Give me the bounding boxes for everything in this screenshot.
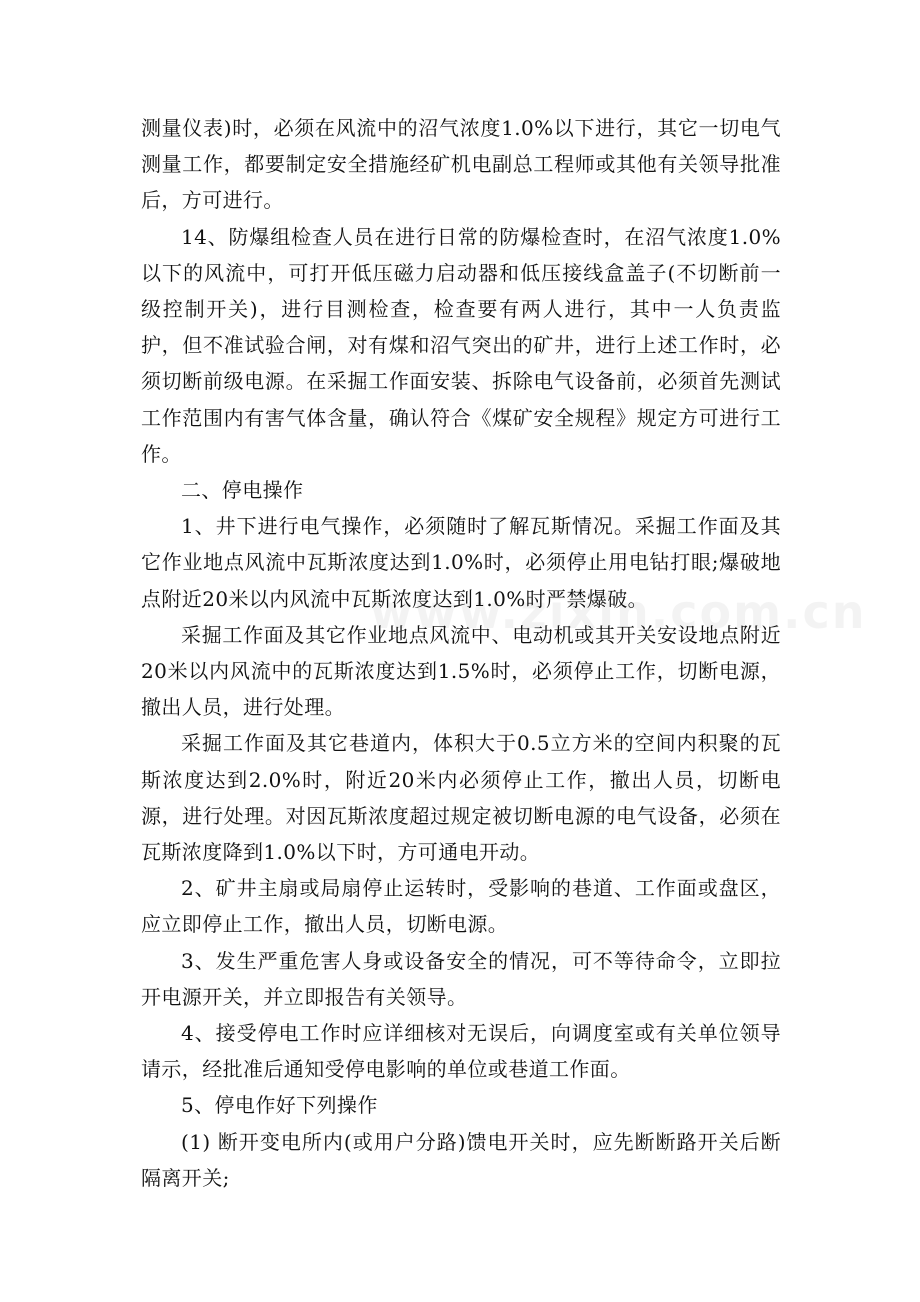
paragraph-8: 3、发生严重危害人身或设备安全的情况，可不等待命令，立即拉开电源开关，并立即报告有关领导。 bbox=[141, 948, 781, 1009]
paragraph-5: 采掘工作面及其它作业地点风流中、电动机或其开关安设地点附近20米以内风流中的瓦斯浓度达到1.5%时，必须停止工作，切断电源，撤出人员，进行处理。 bbox=[141, 622, 781, 720]
paragraph-4: 1、井下进行电气操作，必须随时了解瓦斯情况。采掘工作面及其它作业地点风流中瓦斯浓度达到1.0%时，必须停止用电钻打眼;爆破地点附近20米以内风流中瓦斯浓度达到1.0%时严禁爆破。 bbox=[141, 514, 781, 611]
paragraph-1: 测量仪表)时，必须在风流中的沼气浓度1.0%以下进行，其它一切电气测量工作，都要制定安全措施经矿机电副总工程师或其他有关领导批准后，方可进行。 bbox=[141, 116, 781, 213]
paragraph-7: 2、矿井主扇或局扇停止运转时，受影响的巷道、工作面或盘区，应立即停止工作，撤出人员，切断电源。 bbox=[141, 876, 781, 937]
section-heading: 二、停电操作 bbox=[181, 478, 304, 503]
paragraph-2: 14、防爆组检查人员在进行日常的防爆检查时，在沼气浓度1.0%以下的风流中，可打开低压磁力启动器和低压接线盒盖子(不切断前一级控制开关)，进行目测检查，检查要有两人进行，其中一人负责监护，但不准试验合闸，对有煤和沼气突出的矿井，进行上述工作时，必须切断前级电源。在采掘工作面安装、拆除电气设备前，必须首先测试工作范围内有害气体含量，确认符合《煤矿安全规程》规定方可进行工作。 bbox=[141, 224, 781, 466]
paragraph-9: 4、接受停电工作时应详细核对无误后，向调度室或有关单位领导请示，经批准后通知受停电影响的单位或巷道工作面。 bbox=[141, 1021, 781, 1082]
paragraph-6: 采掘工作面及其它巷道内，体积大于0.5立方米的空间内积聚的瓦斯浓度达到2.0%时，附近20米内必须停止工作，撤出人员，切断电源，进行处理。对因瓦斯浓度超过规定被切断电源的电气设备，必须在瓦斯浓度降到1.0%以下时，方可通电开动。 bbox=[141, 731, 781, 865]
document-body bbox=[141, 110, 781, 1196]
paragraph-10: 5、停电作好下列操作 bbox=[181, 1093, 378, 1118]
paragraph-11: (1) 断开变电所内(或用户分路)馈电开关时，应先断断路开关后断隔离开关; bbox=[141, 1129, 781, 1190]
